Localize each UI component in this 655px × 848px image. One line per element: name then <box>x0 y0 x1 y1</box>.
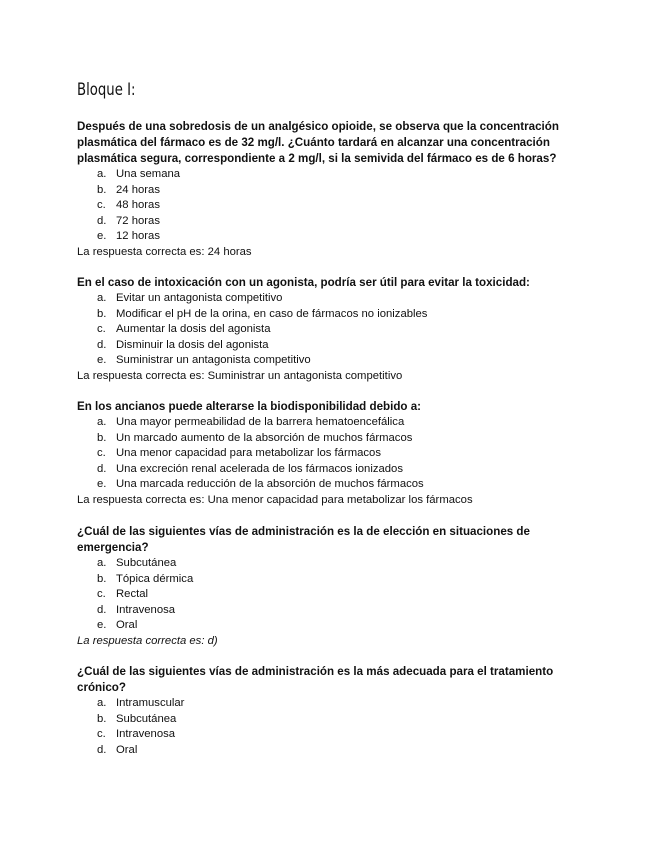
option-item <box>77 462 577 478</box>
question-text: Después de una sobredosis de un analgésico opioide, se observa que la concentración plasmática del fármaco es de 32 mg/l. ¿Cuánto tardará en alcanzar una concentración plasmática segura, correspondiente a 2 mg/l, si la semivida del fármaco es de 6 horas? <box>77 120 559 165</box>
option-item <box>77 198 577 214</box>
question-4 <box>77 524 577 649</box>
option-label: Oral <box>116 743 138 756</box>
option-item <box>77 618 577 634</box>
correct-answer: La respuesta correcta es: 24 horas <box>77 245 252 258</box>
option-label: Rectal <box>116 588 149 600</box>
option-item <box>77 353 577 369</box>
option-label: Subcutánea <box>116 557 177 569</box>
option-marker: d. <box>97 214 107 227</box>
option-marker: a. <box>97 557 107 569</box>
question-1 <box>77 119 577 260</box>
question-text: En el caso de intoxicación con un agonista, podría ser útil para evitar la toxicidad: <box>77 276 530 289</box>
option-marker: a. <box>97 697 107 709</box>
option-label: Un marcado aumento de la absorción de muchos fármacos <box>116 431 413 444</box>
option-marker: e. <box>97 230 107 242</box>
option-label: Una excreción renal acelerada de los fármacos ionizados <box>116 462 403 475</box>
option-marker: c. <box>97 728 106 740</box>
option-item <box>77 307 577 323</box>
option-item <box>77 214 577 230</box>
option-item <box>77 572 577 588</box>
option-label: Evitar un antagonista competitivo <box>116 292 283 304</box>
option-label: Modificar el pH de la orina, en caso de fármacos no ionizables <box>116 307 428 320</box>
option-label: Suministrar un antagonista competitivo <box>116 354 311 366</box>
option-marker: d. <box>97 603 107 616</box>
option-label: Intravenosa <box>116 603 176 616</box>
option-marker: b. <box>97 431 107 444</box>
option-marker: d. <box>97 462 107 475</box>
option-marker: e. <box>97 478 107 490</box>
option-item <box>77 727 577 743</box>
options-list <box>77 696 577 758</box>
option-item <box>77 477 577 493</box>
question-text: En los ancianos puede alterarse la biodisponibilidad debido a: <box>77 400 422 413</box>
question-text: ¿Cuál de las siguientes vías de administración es la de elección en situaciones de emergencia? <box>77 525 530 554</box>
option-marker: e. <box>97 619 107 631</box>
option-label: 24 horas <box>116 183 160 196</box>
option-label: 12 horas <box>116 230 160 242</box>
option-label: Una marcada reducción de la absorción de muchos fármacos <box>116 478 424 490</box>
option-label: Intramuscular <box>116 697 185 709</box>
correct-answer: La respuesta correcta es: d) <box>77 634 218 647</box>
block-title: Bloque I: <box>77 80 136 100</box>
option-label: Aumentar la dosis del agonista <box>116 323 271 335</box>
option-item <box>77 587 577 603</box>
option-item <box>77 603 577 619</box>
option-marker: b. <box>97 712 107 725</box>
option-item <box>77 712 577 728</box>
options-list <box>77 415 577 493</box>
question-5 <box>77 664 577 758</box>
option-item <box>77 229 577 245</box>
option-marker: e. <box>97 354 107 366</box>
question-text: ¿Cuál de las siguientes vías de administración es la más adecuada para el tratamiento crónico? <box>77 665 554 694</box>
option-marker: d. <box>97 743 107 756</box>
options-list <box>77 556 577 634</box>
option-label: Oral <box>116 619 138 631</box>
option-label: Una menor capacidad para metabolizar los fármacos <box>116 447 381 459</box>
option-label: Una mayor permeabilidad de la barrera hematoencefálica <box>116 416 405 428</box>
correct-answer: La respuesta correcta es: Suministrar un antagonista competitivo <box>77 369 403 382</box>
option-item <box>77 743 577 759</box>
option-item <box>77 167 577 183</box>
option-marker: c. <box>97 199 106 211</box>
option-label: Intravenosa <box>116 728 176 740</box>
option-item <box>77 415 577 431</box>
options-list <box>77 291 577 369</box>
option-marker: c. <box>97 588 106 600</box>
option-marker: c. <box>97 447 106 459</box>
option-marker: a. <box>97 168 107 180</box>
option-label: Disminuir la dosis del agonista <box>116 338 269 351</box>
option-marker: b. <box>97 307 107 320</box>
option-item <box>77 322 577 338</box>
option-item <box>77 556 577 572</box>
question-3 <box>77 399 577 508</box>
option-label: Tópica dérmica <box>116 572 194 585</box>
option-item <box>77 338 577 354</box>
option-label: 72 horas <box>116 214 160 227</box>
option-item <box>77 183 577 199</box>
option-label: 48 horas <box>116 199 160 211</box>
option-marker: c. <box>97 323 106 335</box>
option-item <box>77 446 577 462</box>
option-marker: b. <box>97 183 107 196</box>
option-label: Una semana <box>116 168 181 180</box>
option-item <box>77 696 577 712</box>
question-2 <box>77 275 577 384</box>
correct-answer: La respuesta correcta es: Una menor capacidad para metabolizar los fármacos <box>77 493 473 506</box>
option-marker: d. <box>97 338 107 351</box>
option-marker: a. <box>97 416 107 428</box>
option-item <box>77 291 577 307</box>
option-label: Subcutánea <box>116 712 177 725</box>
options-list <box>77 167 577 245</box>
option-marker: b. <box>97 572 107 585</box>
option-marker: a. <box>97 292 107 304</box>
option-item <box>77 431 577 447</box>
